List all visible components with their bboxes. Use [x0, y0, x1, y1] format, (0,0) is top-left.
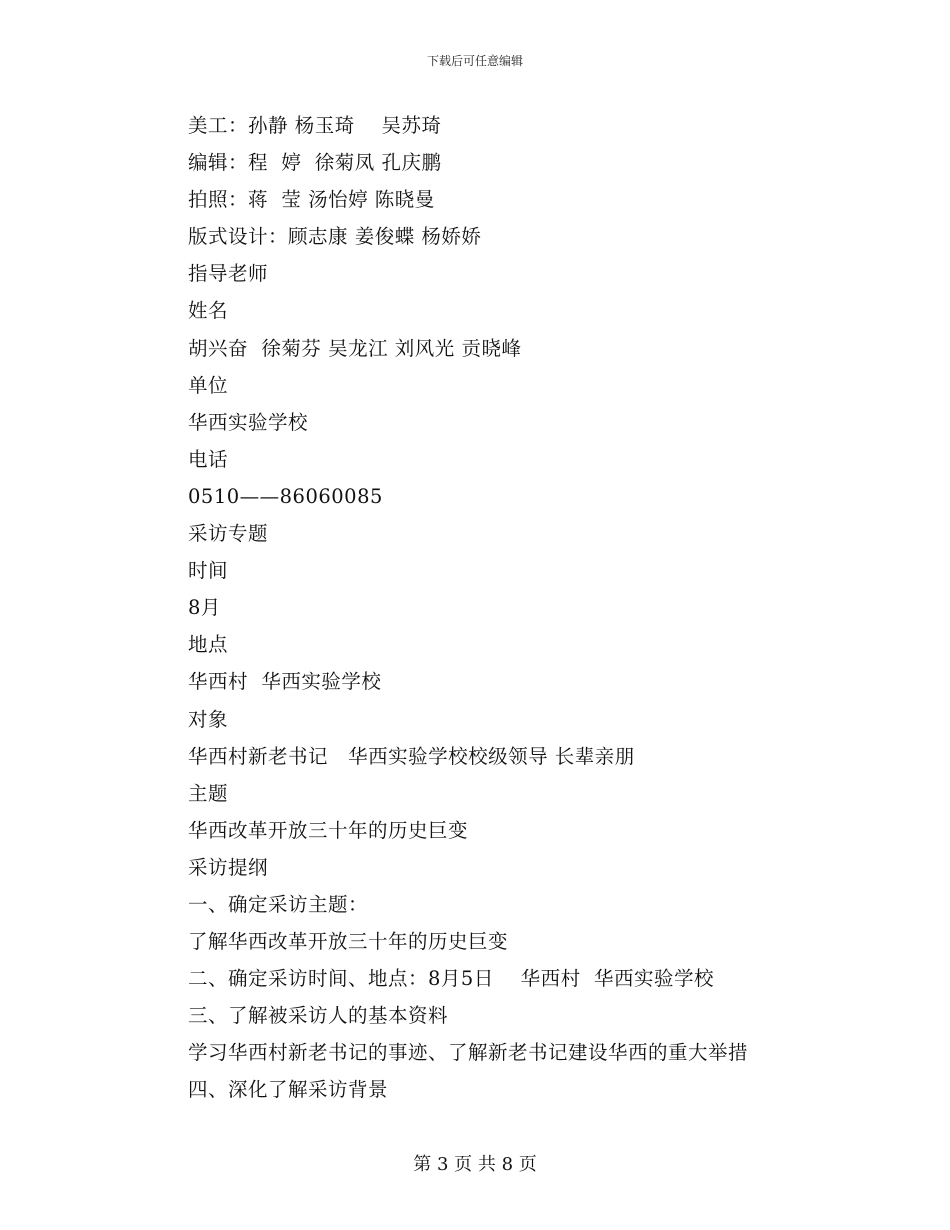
text-line: 0510——86060085: [188, 484, 383, 508]
document-body: [188, 107, 888, 1109]
text-line: 版式设计：顾志康 姜俊蝶 杨娇娇: [188, 225, 482, 249]
text-line: 姓名: [188, 299, 229, 323]
text-line: 学习华西村新老书记的事迹、了解新老书记建设华西的重大举措: [188, 1041, 749, 1065]
text-line: 了解华西改革开放三十年的历史巨变: [188, 930, 509, 954]
text-line: 主题: [188, 781, 229, 805]
text-line: 采访专题: [188, 522, 269, 546]
text-line: 拍照：蒋 莹 汤怡婷 陈晓曼: [188, 188, 435, 212]
page-header: 下载后可任意编辑: [426, 54, 523, 68]
text-line: 三、了解被采访人的基本资料: [188, 1004, 449, 1028]
text-line: 华西村 华西实验学校: [188, 670, 382, 694]
text-line: 美工：孙静 杨玉琦 吴苏琦: [188, 114, 442, 137]
text-line: 华西改革开放三十年的历史巨变: [188, 818, 469, 842]
text-line: 华西村新老书记 华西实验学校校级领导 长辈亲朋: [188, 744, 635, 768]
text-line: 华西实验学校: [188, 410, 309, 434]
text-line: 8月: [188, 596, 221, 620]
text-line: 一、确定采访主题：: [188, 892, 369, 916]
text-line: 编辑：程 婷 徐菊凤 孔庆鹏: [188, 151, 442, 175]
text-line: 四、深化了解采访背景: [188, 1078, 389, 1102]
text-line: 电话: [188, 447, 229, 471]
text-line: 胡兴奋 徐菊芬 吴龙江 刘风光 贡晓峰: [188, 336, 522, 360]
text-line: 指导老师: [188, 262, 269, 286]
text-line: 对象: [188, 707, 229, 731]
text-line: 单位: [188, 373, 229, 397]
page-number: 第 3 页 共 8 页: [413, 1154, 537, 1175]
text-line: 地点: [188, 633, 229, 657]
text-line: 采访提纲: [188, 855, 269, 879]
text-line: 时间: [188, 559, 229, 583]
text-line: 二、确定采访时间、地点：8月5日 华西村 华西实验学校: [188, 967, 715, 991]
